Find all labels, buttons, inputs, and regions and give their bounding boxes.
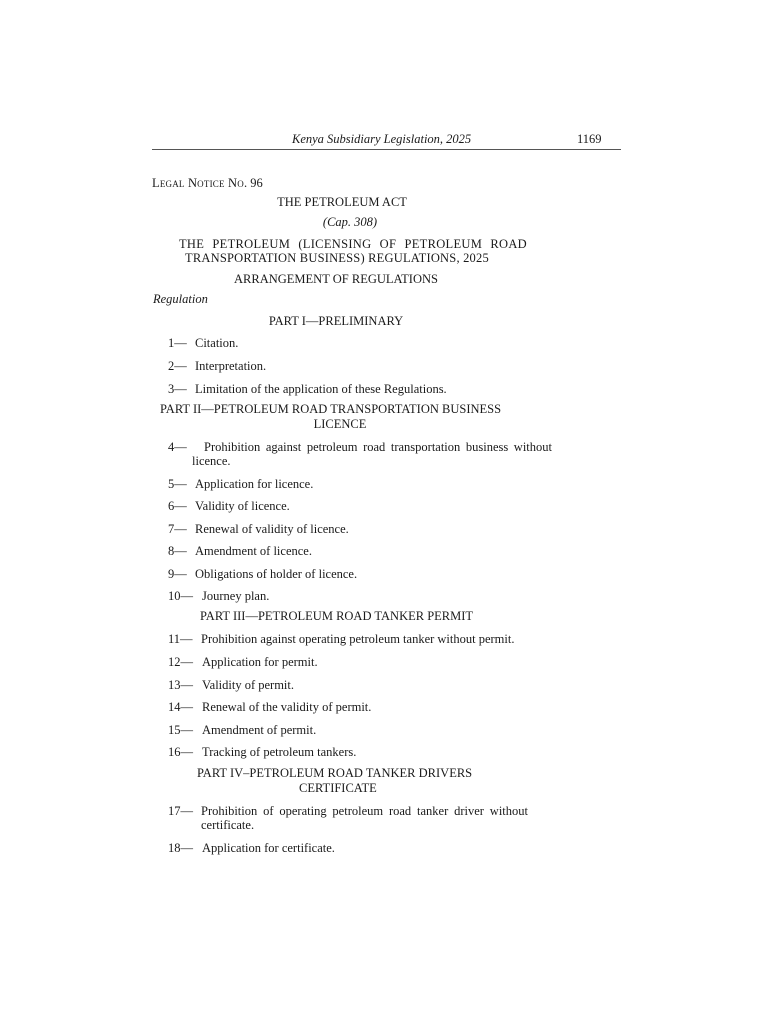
part-3-heading: PART III—PETROLEUM ROAD TANKER PERMIT xyxy=(200,609,474,623)
list-item xyxy=(168,477,313,492)
legal-notice-number xyxy=(152,176,263,191)
list-item xyxy=(168,567,357,582)
item-number: 13— xyxy=(168,678,193,692)
list-item xyxy=(168,841,335,856)
regulations-title-line-2: TRANSPORTATION BUSINESS) REGULATIONS, 2025 xyxy=(185,251,489,265)
item-number: 16— xyxy=(168,745,193,759)
header-rule xyxy=(152,149,621,150)
legal-notice-value: . 96 xyxy=(243,176,263,190)
regulations-title-line-1: THE PETROLEUM (LICENSING OF PETROLEUM ROAD xyxy=(179,237,527,251)
item-number: 5— xyxy=(168,477,187,491)
part-1-heading: PART I—PRELIMINARY xyxy=(268,314,404,328)
item-text: Citation. xyxy=(195,336,239,350)
item-text: Renewal of the validity of permit. xyxy=(202,700,372,714)
item-text: Application for permit. xyxy=(202,655,318,669)
list-item xyxy=(168,700,371,715)
item-number: 8— xyxy=(168,544,187,558)
list-item xyxy=(168,336,238,351)
list-item xyxy=(168,632,514,647)
item-text: Interpretation. xyxy=(195,359,267,373)
item-text: Obligations of holder of licence. xyxy=(195,567,358,581)
list-item xyxy=(168,723,316,738)
running-header-title: Kenya Subsidiary Legislation, 2025 xyxy=(292,132,472,146)
item-text: Tracking of petroleum tankers. xyxy=(202,745,357,759)
list-item xyxy=(168,589,269,604)
legal-notice-label: Legal Notice No xyxy=(152,176,244,190)
item-number: 10— xyxy=(168,589,193,603)
item-number: 2— xyxy=(168,359,187,373)
item-number: 3— xyxy=(168,382,187,396)
item-number: 9— xyxy=(168,567,187,581)
act-title: THE PETROLEUM ACT xyxy=(277,195,407,209)
list-item xyxy=(168,499,290,514)
item-text: Renewal of validity of licence. xyxy=(195,522,349,536)
item-text: Prohibition against operating petroleum tanker without permit. xyxy=(201,632,515,646)
item-text: Prohibition of operating petroleum road tanker driver without certificate. xyxy=(201,804,528,832)
arrangement-heading: ARRANGEMENT OF REGULATIONS xyxy=(234,272,438,286)
list-item xyxy=(168,655,318,670)
item-number: 14— xyxy=(168,700,193,714)
item-text: Amendment of licence. xyxy=(195,544,312,558)
list-item xyxy=(168,544,312,559)
item-text: Application for certificate. xyxy=(202,841,335,855)
item-number: 15— xyxy=(168,723,193,737)
list-item xyxy=(168,359,266,374)
part-4-heading-line-1: PART IV–PETROLEUM ROAD TANKER DRIVERS xyxy=(197,766,473,780)
item-text: Validity of licence. xyxy=(195,499,290,513)
list-item-wrapped xyxy=(168,440,552,468)
item-text: Journey plan. xyxy=(202,589,270,603)
list-item xyxy=(168,745,356,760)
item-number: 4— xyxy=(168,440,187,454)
item-text: Amendment of permit. xyxy=(202,723,317,737)
item-number: 12— xyxy=(168,655,193,669)
list-item xyxy=(168,382,447,397)
chapter-reference: (Cap. 308) xyxy=(322,215,378,229)
regulation-column-label: Regulation xyxy=(153,292,208,306)
item-number: 6— xyxy=(168,499,187,513)
page-number: 1169 xyxy=(577,132,602,146)
item-text: Prohibition against petroleum road transportation business without licence. xyxy=(192,440,552,468)
item-text: Limitation of the application of these Regulations. xyxy=(195,382,447,396)
list-item xyxy=(168,522,349,537)
part-4-heading-line-2: CERTIFICATE xyxy=(299,781,377,795)
part-2-heading-line-1: PART II—PETROLEUM ROAD TRANSPORTATION BUSINESS xyxy=(160,402,502,416)
item-text: Application for licence. xyxy=(195,477,314,491)
list-item xyxy=(168,678,294,693)
part-2-heading-line-2: LICENCE xyxy=(313,417,367,431)
item-number: 1— xyxy=(168,336,187,350)
item-number: 17— xyxy=(168,804,193,818)
item-text: Validity of permit. xyxy=(202,678,294,692)
item-number: 11— xyxy=(168,632,193,646)
item-number: 18— xyxy=(168,841,193,855)
item-number: 7— xyxy=(168,522,187,536)
list-item xyxy=(168,804,528,832)
